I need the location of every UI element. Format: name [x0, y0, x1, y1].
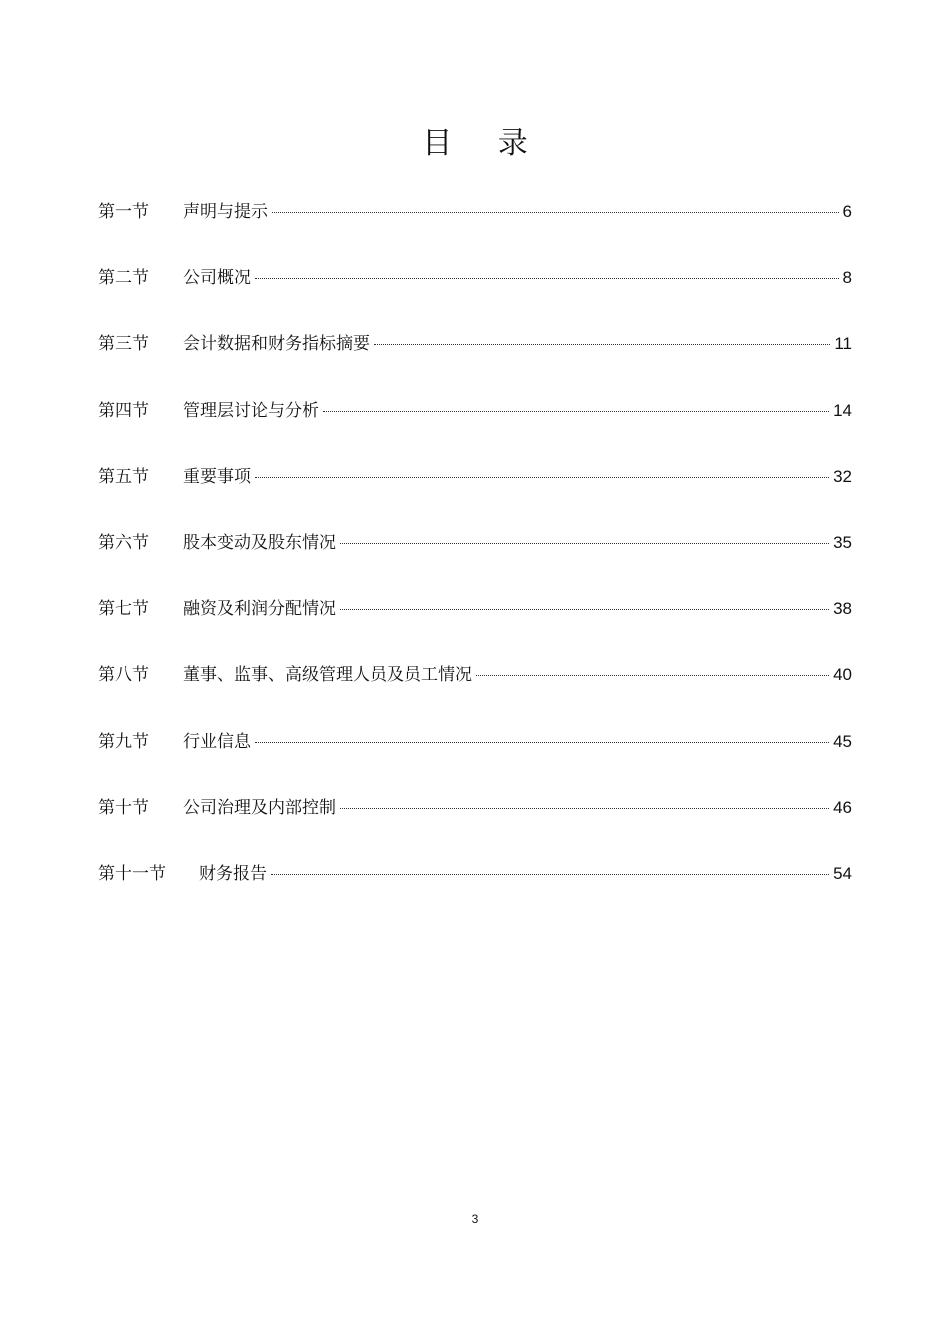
- toc-page-number: 40: [833, 665, 852, 685]
- toc-entry[interactable]: [98, 661, 852, 727]
- toc-page-number: 11: [834, 334, 852, 354]
- toc-page-number: 32: [833, 466, 852, 486]
- toc-dot-leader: [374, 344, 830, 345]
- footer-page-number: 3: [471, 1212, 479, 1226]
- toc-entry[interactable]: [98, 463, 852, 529]
- toc-entry[interactable]: [98, 860, 852, 926]
- toc-section-number: 第八节: [98, 665, 149, 686]
- toc-dot-leader: [340, 609, 829, 610]
- toc-section-title: 公司治理及内部控制: [183, 797, 336, 818]
- toc-page-number: 54: [833, 863, 852, 883]
- toc-dot-leader: [476, 675, 829, 676]
- toc-dot-leader: [323, 411, 829, 412]
- toc-section-title: 董事、监事、高级管理人员及员工情况: [183, 665, 472, 686]
- toc-section-number: 第一节: [98, 202, 149, 222]
- toc-dot-leader: [255, 278, 839, 279]
- toc-section-number: 第七节: [98, 599, 149, 620]
- toc-page-number: 45: [833, 731, 852, 751]
- toc-section-title: 管理层讨论与分析: [183, 400, 319, 421]
- toc-section-title: 公司概况: [183, 268, 251, 289]
- toc-section-number: 第十一节: [98, 863, 166, 884]
- toc-section-title: 融资及利润分配情况: [183, 599, 336, 620]
- toc-section-title: 重要事项: [183, 466, 251, 487]
- toc-dot-leader: [340, 808, 829, 809]
- toc-entry[interactable]: [98, 595, 852, 661]
- toc-entry[interactable]: [98, 728, 852, 794]
- toc-section-title: 行业信息: [183, 731, 251, 752]
- toc-section-title: 声明与提示: [183, 202, 268, 222]
- toc-section-number: 第十节: [98, 797, 149, 818]
- toc-page-number: 46: [833, 797, 852, 817]
- toc-section-number: 第四节: [98, 400, 149, 421]
- toc-page-number: 14: [833, 400, 852, 420]
- toc-page-number: 6: [842, 202, 852, 221]
- toc-entry[interactable]: [98, 529, 852, 595]
- page-title: 目 录: [422, 126, 546, 161]
- table-of-contents: [98, 198, 852, 926]
- toc-page-number: 38: [833, 599, 852, 619]
- toc-dot-leader: [272, 212, 839, 213]
- toc-entry[interactable]: [98, 264, 852, 330]
- toc-section-number: 第九节: [98, 731, 149, 752]
- toc-dot-leader: [255, 742, 829, 743]
- toc-entry[interactable]: [98, 198, 852, 264]
- toc-entry[interactable]: [98, 330, 852, 396]
- toc-dot-leader: [340, 543, 829, 544]
- toc-section-number: 第三节: [98, 334, 149, 355]
- toc-section-number: 第五节: [98, 466, 149, 487]
- toc-dot-leader: [255, 477, 829, 478]
- toc-section-title: 会计数据和财务指标摘要: [183, 334, 370, 355]
- toc-page-number: 35: [833, 532, 852, 552]
- toc-section-number: 第六节: [98, 532, 149, 553]
- toc-dot-leader: [271, 874, 829, 875]
- toc-entry[interactable]: [98, 397, 852, 463]
- toc-entry[interactable]: [98, 794, 852, 860]
- toc-page-number: 8: [842, 268, 852, 288]
- toc-section-title: 财务报告: [199, 863, 267, 884]
- toc-section-title: 股本变动及股东情况: [183, 532, 336, 553]
- toc-section-number: 第二节: [98, 268, 149, 289]
